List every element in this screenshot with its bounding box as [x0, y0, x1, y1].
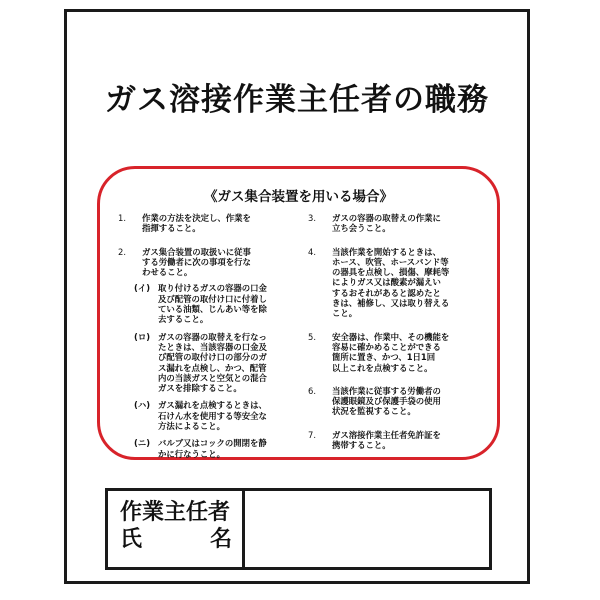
sub-item [134, 438, 290, 459]
sub-item-number: (ニ) [134, 438, 151, 449]
name-label-shi: 氏 [120, 527, 143, 552]
duty-number: 5. [308, 331, 316, 342]
sub-item [134, 400, 290, 431]
left-column [118, 213, 290, 466]
duty-item [308, 430, 483, 451]
sub-item-number: (ハ) [134, 400, 151, 411]
sub-item-number: (イ) [134, 283, 151, 294]
duty-number: 6. [308, 385, 316, 396]
sub-item-text: バルブ又はコックの開閉を静 かに行なうこと。 [158, 438, 267, 459]
sub-item [134, 283, 290, 324]
duty-item [308, 247, 483, 319]
name-label-mei: 名 [209, 527, 232, 552]
name-label [108, 491, 245, 567]
sub-item-text: 取り付けるガスの容器の口金 及び配管の取付け口に付着し ている油類、じんあい等を除 去すること。 [158, 283, 267, 325]
duty-number: 3. [308, 213, 316, 223]
sign-title: ガス溶接作業主任者の職務 [105, 82, 489, 118]
duty-text: 作業の方法を決定し、作業を 指揮すること。 [142, 213, 251, 234]
sign-board [64, 9, 530, 584]
duty-item [308, 332, 483, 373]
duty-item [308, 213, 483, 234]
sub-item-number: (ロ) [134, 331, 151, 342]
duty-number: 7. [308, 429, 316, 440]
name-label-line2 [120, 526, 232, 553]
duty-item [118, 213, 290, 234]
duty-number: 4. [308, 246, 316, 257]
sub-item-text: ガス漏れを点検するときは、 石けん水を使用する等安全な 方法によること。 [158, 400, 267, 432]
duty-item [308, 386, 483, 417]
duty-text: 当該作業を開始するときは、 ホース、吹管、ホースバンド等 の器具を点検し、損傷、摩耗等 によりガス又は酸素が漏えい するおそれがあると認めたと きは、補修し、又は取り替える こと。 [332, 246, 450, 319]
duty-text: ガス集合装置の取扱いに従事 する労働者に次の事項を行な わせること。 [142, 246, 251, 278]
right-column [308, 213, 483, 463]
duty-text: 当該作業に従事する労働者の 保護眼鏡及び保護手袋の使用 状況を監視すること。 [332, 385, 441, 417]
panel-heading: 《ガス集合装置を用いる場合》 [204, 189, 393, 205]
name-label-line1: 作業主任者 [120, 500, 231, 525]
duty-item [118, 247, 290, 278]
duties-panel [97, 166, 500, 460]
duty-text: ガス溶接作業主任者免許証を 携帯すること。 [332, 429, 441, 451]
duty-number: 2. [118, 246, 126, 257]
supervisor-name-box [105, 488, 492, 570]
sub-item [134, 332, 290, 394]
duty-text: ガスの容器の取替えの作業に 立ち会うこと。 [332, 213, 441, 234]
name-value-field[interactable] [245, 491, 489, 567]
duty-number: 1. [118, 213, 126, 223]
sub-item-text: ガスの容器の取替えを行なっ たときは、当該容器の口金及 び配管の取付け口の部分のガ ス漏れを点検し、かつ、配管 内の当該ガスと空気との混合 ガスを排除すること。 [158, 331, 267, 394]
duty-text: 安全器は、作業中、その機能を 容易に確かめることができる 箇所に置き、かつ、1日1回 以上これを点検すること。 [332, 331, 450, 373]
